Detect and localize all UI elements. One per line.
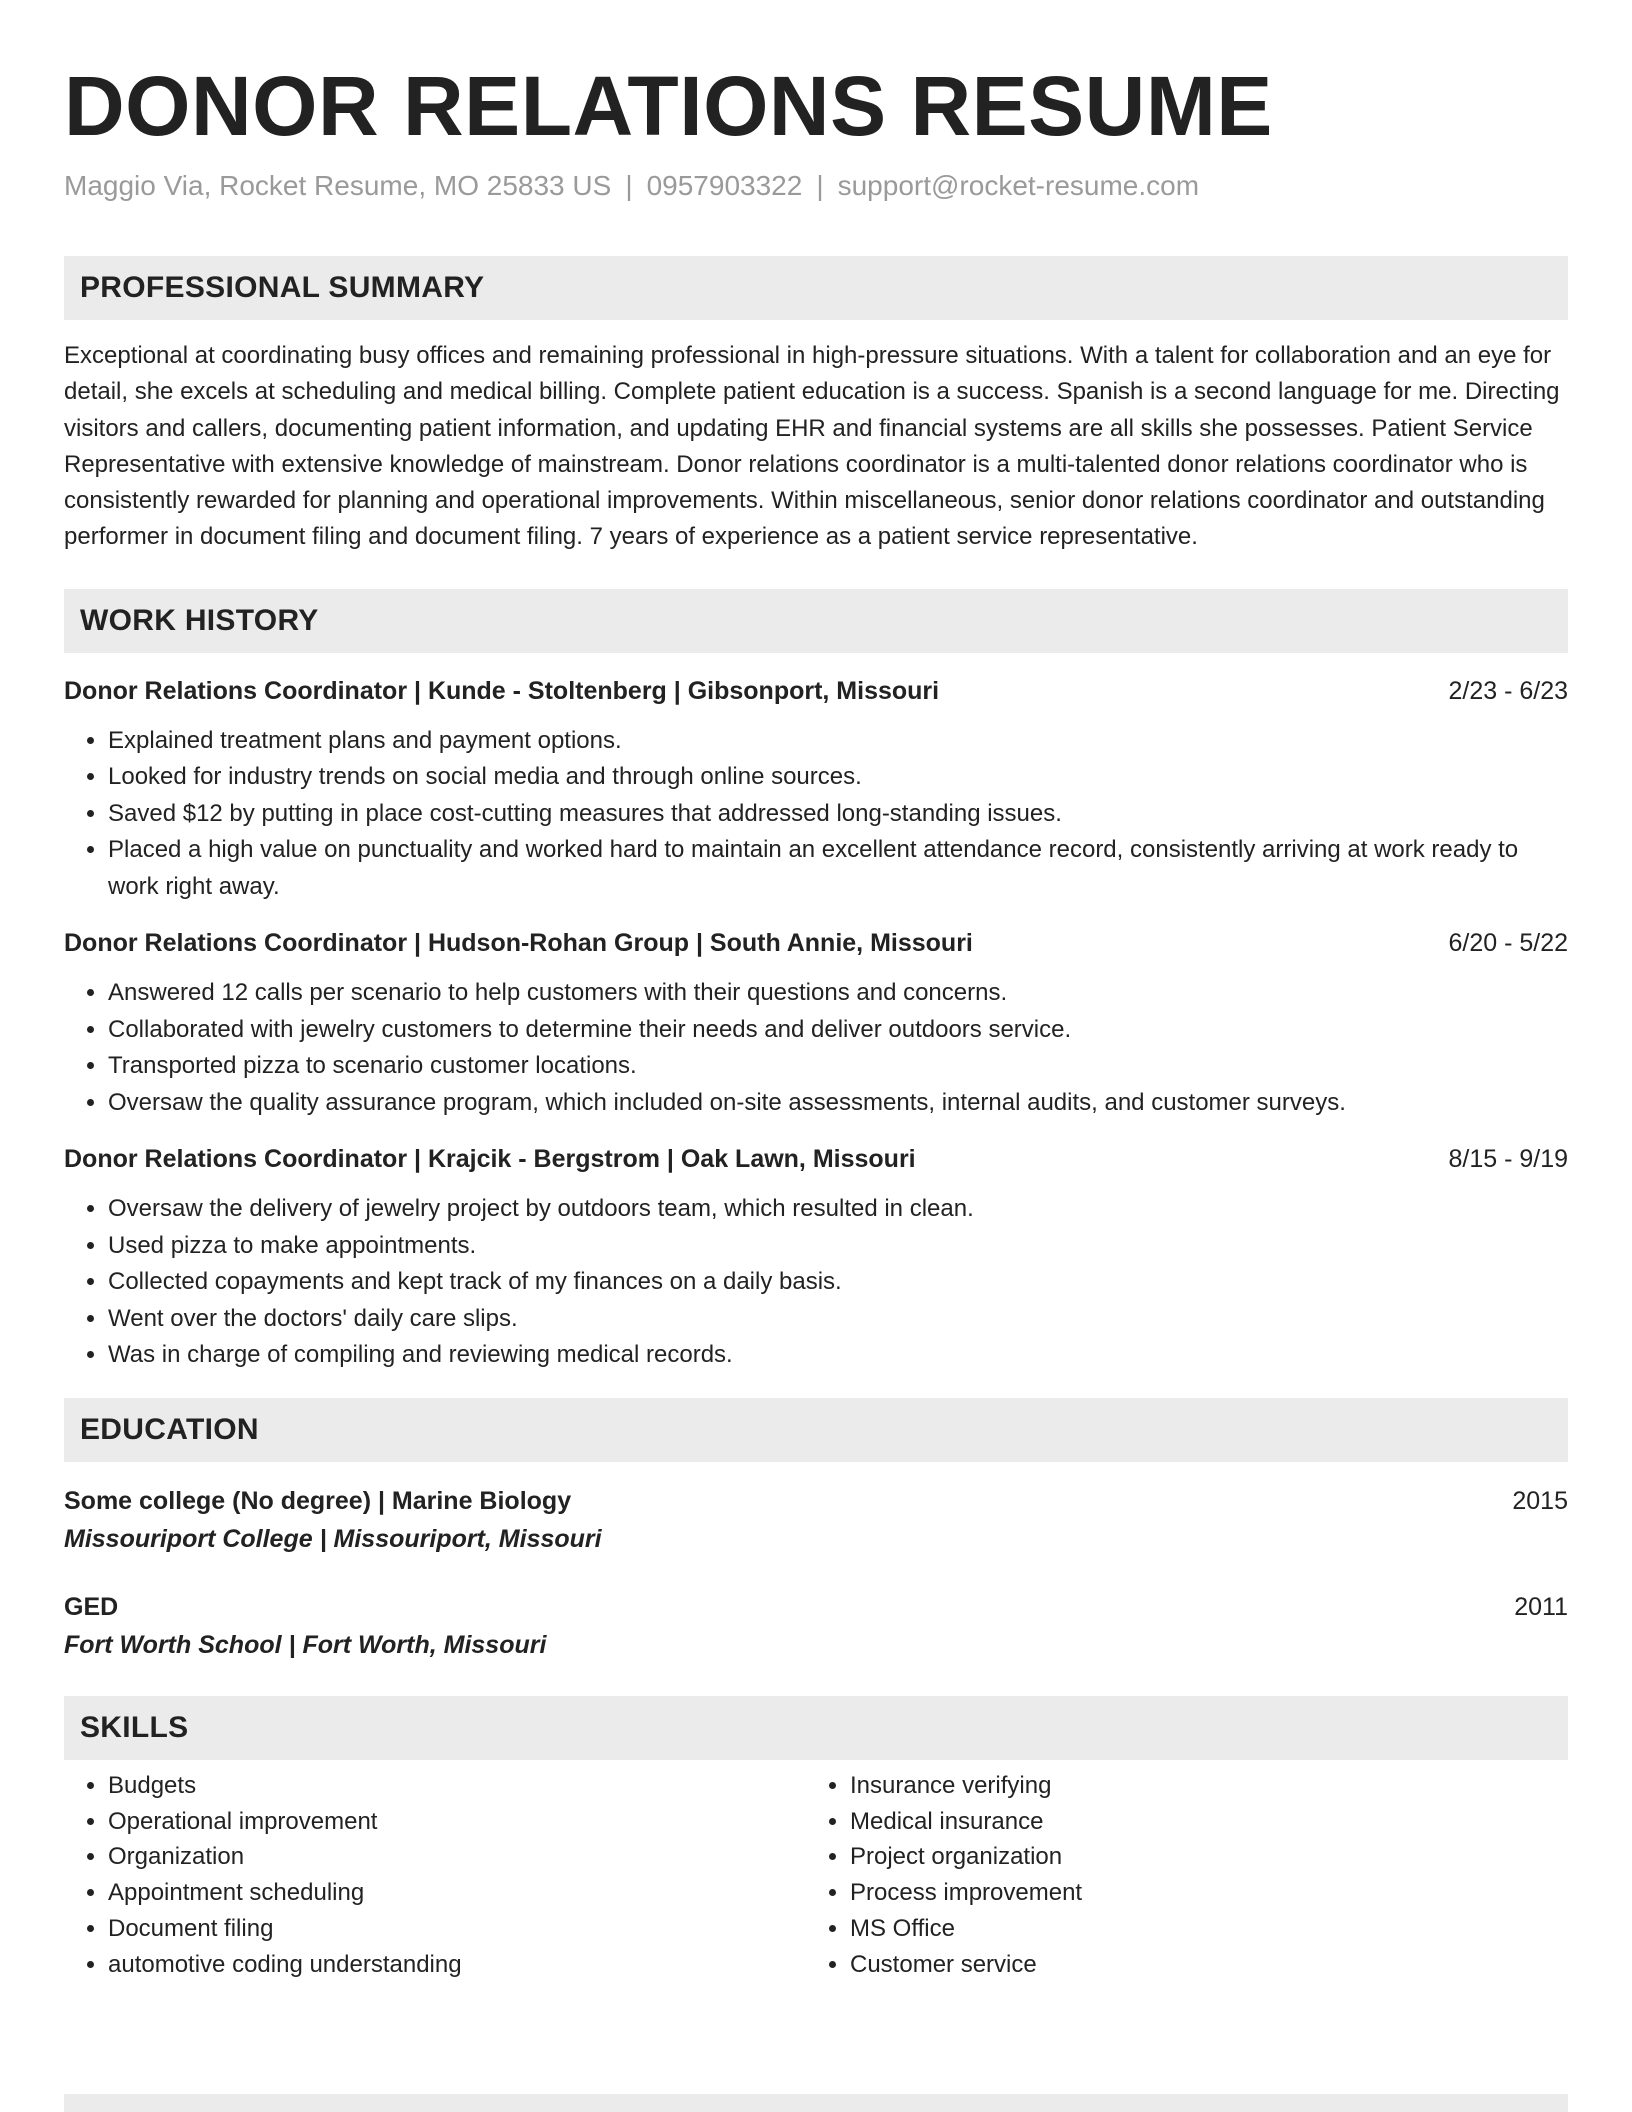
summary-text: Exceptional at coordinating busy offices and remaining professional in high-pressure situations. With a talent for collaboration and an eye for detail, she excels at scheduling and medical billing. Complete patient education is a success. Spanish is a second language for me. Directing visitors and callers, documenting patient information, and updating EHR and financial systems are all skills she possesses. Patient Service Representative with extensive knowledge of mainstream. Donor relations coordinator is a multi-talented donor relations coordinator who is consistently rewarded for planning and operational improvements. Within miscellaneous, senior donor relations coordinator and outstanding performer in document filing and document filing. 7 years of experience as a patient service representative. <box>64 342 1560 551</box>
job-bullet: • Answered 12 calls per scenario to help customers with their questions and concerns. <box>108 975 1568 1012</box>
section-heading-skills: SKILLS <box>64 1696 1568 1760</box>
job-entry <box>64 673 1568 906</box>
job-bullet: • Transported pizza to scenario customer locations. <box>108 1048 1568 1085</box>
skill-item: • Project organization <box>850 1839 1548 1875</box>
education-year: 2015 <box>1512 1486 1568 1515</box>
job-bullet: • Explained treatment plans and payment options. <box>108 723 1568 760</box>
skill-item: • Organization <box>108 1839 806 1875</box>
job-bullet: • Oversaw the delivery of jewelry project by outdoors team, which resulted in clean. <box>108 1191 1568 1228</box>
job-title: Donor Relations Coordinator | Hudson-Rohan Group | South Annie, Missouri <box>64 929 973 958</box>
job-entry <box>64 925 1568 1121</box>
education-degree: Some college (No degree) | Marine Biology <box>64 1486 572 1515</box>
job-entry <box>64 1141 1568 1374</box>
skill-item: • Operational improvement <box>108 1804 806 1840</box>
job-bullet: • Was in charge of compiling and reviewing medical records. <box>108 1337 1568 1374</box>
section-heading-education: EDUCATION <box>64 1398 1568 1462</box>
job-dates: 2/23 - 6/23 <box>1448 676 1568 705</box>
education-header <box>64 1588 1568 1626</box>
job-title: Donor Relations Coordinator | Krajcik - Bergstrom | Oak Lawn, Missouri <box>64 1145 916 1174</box>
job-bullet: • Collected copayments and kept track of my finances on a daily basis. <box>108 1264 1568 1301</box>
education-degree: GED <box>64 1592 119 1621</box>
job-bullet: • Oversaw the quality assurance program, which included on-site assessments, internal audits, and customer surveys. <box>108 1085 1568 1122</box>
skill-item: • Medical insurance <box>850 1804 1548 1840</box>
education-entry <box>64 1482 1568 1558</box>
job-dates: 6/20 - 5/22 <box>1448 929 1568 958</box>
skills-list-right <box>806 1768 1548 1983</box>
contact-phone: 0957903322 <box>646 170 803 201</box>
skills-list-left <box>64 1768 806 1983</box>
skill-item: • Budgets <box>108 1768 806 1804</box>
education-school: Fort Worth School | Fort Worth, Missouri <box>64 1630 547 1659</box>
job-bullet: • Went over the doctors' daily care slips. <box>108 1301 1568 1338</box>
job-bullet: • Placed a high value on punctuality and worked hard to maintain an excellent attendance record, consistently arriving at work ready to work right away. <box>108 832 1568 905</box>
section-heading-summary: PROFESSIONAL SUMMARY <box>64 256 1568 320</box>
work-history-list <box>64 673 1568 1374</box>
education-school: Missouriport College | Missouriport, Missouri <box>64 1524 602 1553</box>
education-year: 2011 <box>1514 1592 1568 1621</box>
contact-separator: | <box>625 170 633 201</box>
resume-title: DONOR RELATIONS RESUME <box>64 59 1273 153</box>
job-title: Donor Relations Coordinator | Kunde - Stoltenberg | Gibsonport, Missouri <box>64 676 940 705</box>
job-bullet-list <box>64 975 1568 1121</box>
skill-item: • Appointment scheduling <box>108 1875 806 1911</box>
contact-line <box>64 168 1568 204</box>
skills-columns <box>64 1768 1568 1983</box>
job-bullet: • Used pizza to make appointments. <box>108 1228 1568 1265</box>
job-bullet-list <box>64 723 1568 906</box>
contact-email: support@rocket-resume.com <box>837 170 1200 201</box>
job-bullet-list <box>64 1191 1568 1374</box>
contact-separator: | <box>816 170 824 201</box>
job-bullet: • Looked for industry trends on social media and through online sources. <box>108 759 1568 796</box>
next-section-heading-bar <box>64 2094 1568 2112</box>
skill-item: • Customer service <box>850 1947 1548 1983</box>
job-header <box>64 673 1568 709</box>
section-heading-work-history: WORK HISTORY <box>64 589 1568 653</box>
contact-address: Maggio Via, Rocket Resume, MO 25833 US <box>64 170 612 201</box>
education-header <box>64 1482 1568 1520</box>
skill-item: • automotive coding understanding <box>108 1947 806 1983</box>
job-dates: 8/15 - 9/19 <box>1448 1145 1568 1174</box>
job-bullet: • Saved $12 by putting in place cost-cutting measures that addressed long-standing issues. <box>108 796 1568 833</box>
job-bullet: • Collaborated with jewelry customers to determine their needs and deliver outdoors service. <box>108 1012 1568 1049</box>
skill-item: • Document filing <box>108 1911 806 1947</box>
skill-item: • MS Office <box>850 1911 1548 1947</box>
education-entry <box>64 1588 1568 1664</box>
skill-item: • Insurance verifying <box>850 1768 1548 1804</box>
skill-item: • Process improvement <box>850 1875 1548 1911</box>
job-header <box>64 925 1568 961</box>
job-header <box>64 1141 1568 1177</box>
education-list <box>64 1482 1568 1664</box>
